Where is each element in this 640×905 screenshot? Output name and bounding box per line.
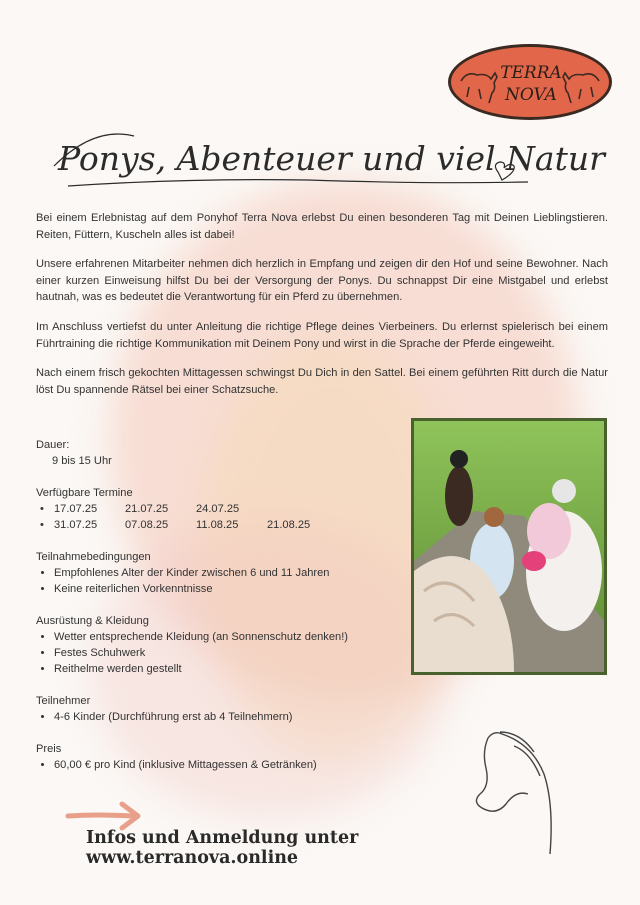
details [36, 437, 396, 789]
headline-text: Ponys, Abenteuer und viel Natur [58, 139, 605, 178]
equipment-title: Ausrüstung & Kleidung [36, 615, 149, 627]
price-title: Preis [36, 743, 62, 755]
date: • 17.07.25 [54, 503, 98, 515]
list-item: • Wetter entsprechende Kleidung (an Sonnenschutz denken!) [54, 629, 396, 645]
date: 11.08.25 [196, 519, 239, 531]
duration-title: Dauer: [36, 439, 70, 451]
list-item: • Keine reiterlichen Vorkenntnisse [54, 581, 396, 597]
date: 24.07.25 [196, 503, 240, 515]
conditions-section [36, 549, 396, 597]
headline [48, 108, 605, 198]
price-section [36, 741, 396, 773]
duration-section [36, 437, 396, 469]
paragraph: Nach einem frisch gekochten Mittagessen schwingst Du Dich in den Sattel. Bei einem geführten Ritt durch die Natur löst Du spannende Rätsel bei einer Schatzsuche. [36, 367, 608, 396]
paragraph: Unsere erfahrenen Mitarbeiter nehmen dich herzlich in Empfang und zeigen dir den Hof und seine Bewohner. Nach einer kurzen Einweisung hilfst Du bei der Versorgung der Ponys. Du schnappst Dir eine Mistgabel und erlebst hautnah, was es bedeutet die Verantwortung für ein Pferd zu übernehmen. [36, 258, 608, 304]
list-item: • Empfohlenes Alter der Kinder zwischen 6 und 11 Jahren [54, 565, 396, 581]
date: 21.08.25 [267, 519, 311, 531]
dates-row [40, 517, 396, 533]
pony-ride-photo [411, 418, 607, 675]
paragraph: Bei einem Erlebnistag auf dem Ponyhof Terra Nova erlebst Du einen besonderen Tag mit Deinen Lieblingstieren. Reiten, Füttern, Kuscheln alles ist dabei! [36, 212, 608, 241]
horse-silhouette-icon [461, 73, 497, 103]
list-item: • Festes Schuhwerk [54, 645, 396, 661]
paragraph: Im Anschluss vertiefst du unter Anleitung die richtige Pflege deines Vierbeiners. Du erlernst spielerisch bei einem Führtraining die richtige Kommunikation mit Deinem Pony und wirst in die Sprache der Pferde eingeweiht. [36, 320, 608, 350]
date: 07.08.25 [125, 519, 169, 531]
date: 21.07.25 [125, 503, 169, 515]
conditions-title: Teilnahmebedingungen [36, 551, 151, 563]
footer-contact: Infos und Anmeldung unter www.terranova.online [86, 828, 359, 868]
date: • 31.07.25 [54, 519, 98, 531]
dates-row [40, 501, 396, 517]
equipment-section [36, 613, 396, 677]
logo-line1: TERRA [500, 63, 562, 83]
intro-text [36, 210, 608, 411]
logo-line2: NOVA [505, 85, 557, 105]
participants-section [36, 693, 396, 725]
list-item: • 4-6 Kinder (Durchführung erst ab 4 Teilnehmern) [54, 709, 396, 725]
horse-silhouette-icon [563, 73, 599, 103]
duration-value: 9 bis 15 Uhr [52, 455, 112, 467]
participants-title: Teilnehmer [36, 695, 91, 707]
dates-section [36, 485, 396, 533]
list-item: • Reithelme werden gestellt [54, 661, 396, 677]
list-item: • 60,00 € pro Kind (inklusive Mittagessen & Getränken) [54, 757, 396, 773]
dates-title: Verfügbare Termine [36, 487, 133, 499]
